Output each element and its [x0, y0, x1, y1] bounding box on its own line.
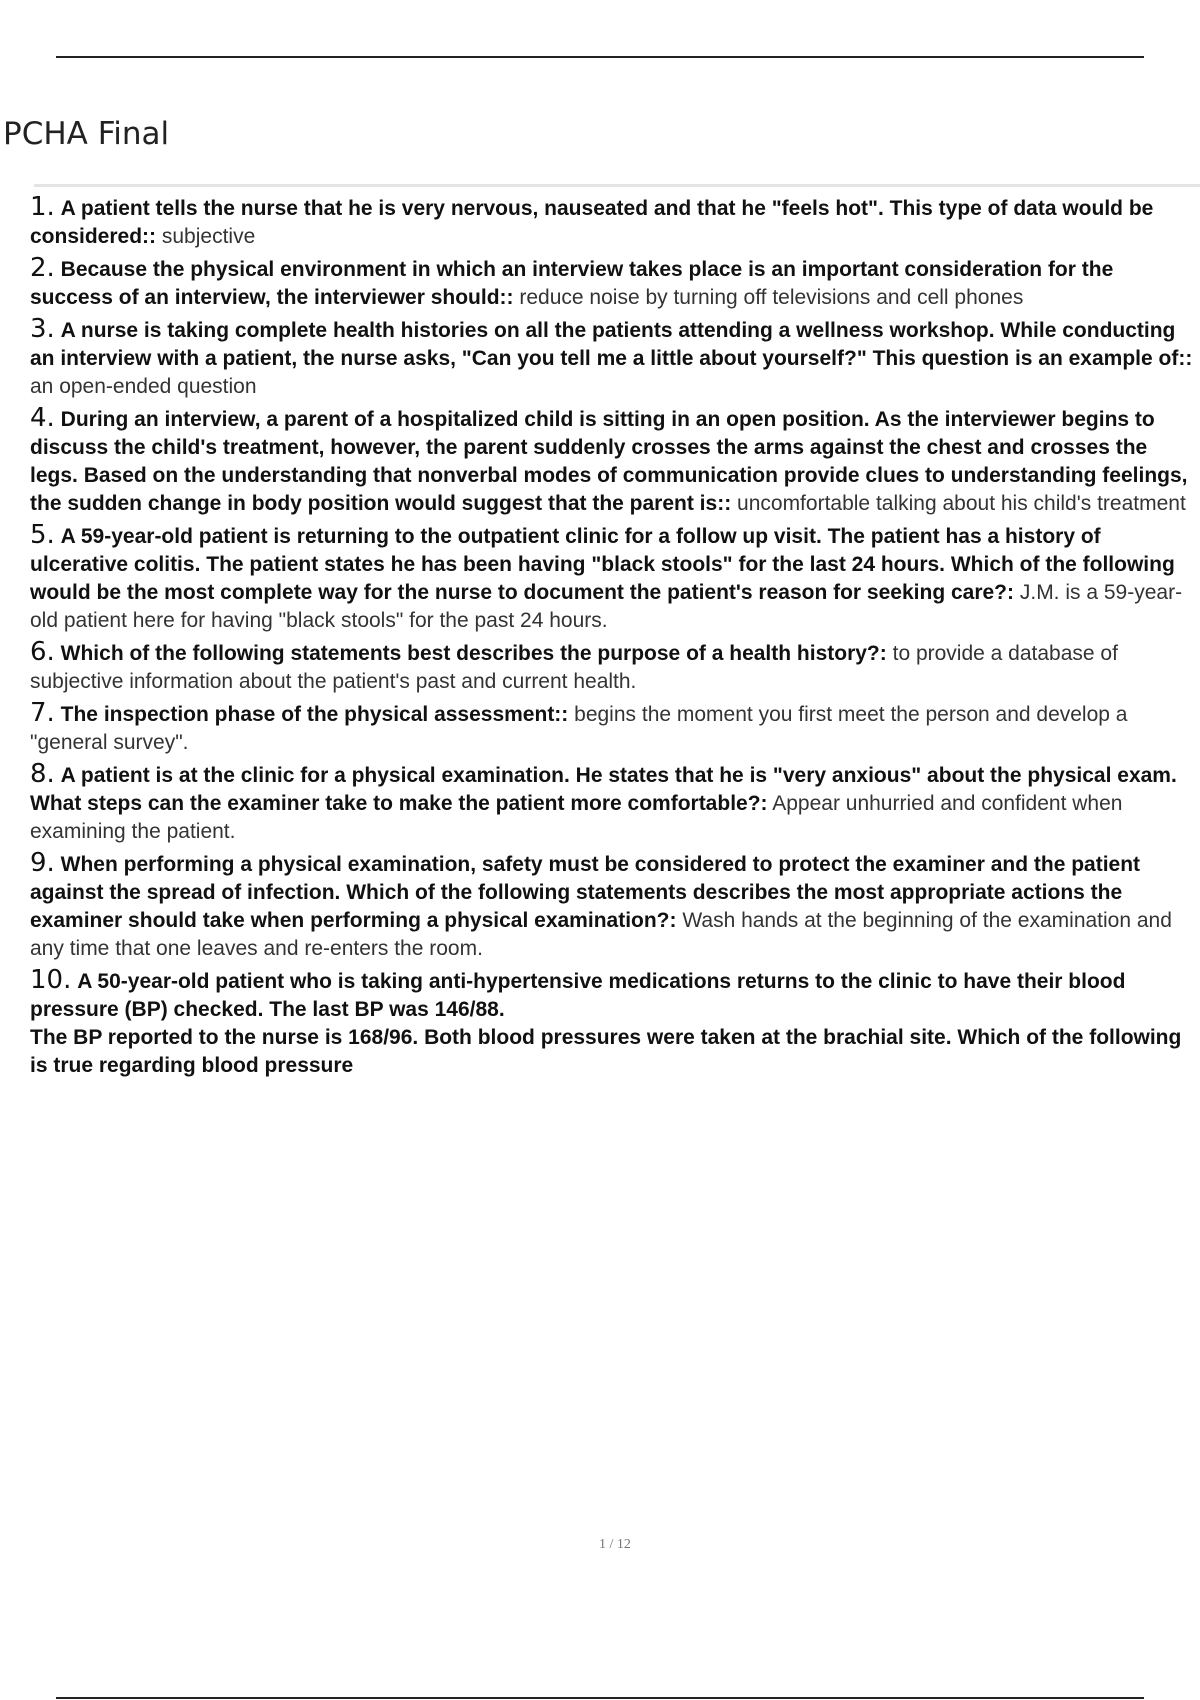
list-item [30, 849, 1196, 963]
bottom-page-rule [56, 1697, 1144, 1699]
question-text: Because the physical environment in which an interview takes place is an important consideration for the success of an interview, the interviewer should:: [30, 258, 1114, 309]
question-text: The inspection phase of the physical assessment:: [60, 703, 569, 726]
question-list [30, 193, 1196, 1083]
list-item [30, 315, 1196, 401]
question-text: A patient tells the nurse that he is very nervous, nauseated and that he "feels hot". This type of data would be considered:: [30, 197, 1154, 248]
question-number: 9. [30, 848, 55, 878]
page-title: PCHA Final [3, 116, 170, 152]
question-text: Which of the following statements best describes the purpose of a health history?: [60, 642, 887, 665]
list-item [30, 699, 1196, 757]
question-number: 10. [30, 965, 72, 995]
list-item [30, 638, 1196, 696]
page-indicator: 1 / 12 [599, 1537, 631, 1552]
question-text: A 59-year-old patient is returning to the outpatient clinic for a follow up visit. The patient has a history of ulcerative colitis. The patient states he has been having "black stools" for the last 24 hours. Which of the following would be the most complete way for the nurse to document the patient's reason for seeking care?: [30, 525, 1175, 604]
list-item [30, 521, 1196, 635]
question-text: When performing a physical examination, safety must be considered to protect the examiner and the patient against the spread of infection. Which of the following statements describes the most appropriate actions the examiner should take when performing a physical examination?: [30, 853, 1141, 932]
list-item [30, 760, 1196, 846]
question-number: 1. [30, 192, 55, 222]
question-number: 7. [30, 698, 55, 728]
list-item [30, 966, 1196, 1080]
question-text: A patient is at the clinic for a physical examination. He states that he is "very anxious" about the physical exam. What steps can the examiner take to make the patient more comfortable?: [30, 764, 1177, 815]
question-text: A 50-year-old patient who is taking anti-hypertensive medications returns to the clinic to have their blood pressure (BP) checked. The last BP was 146/88. [30, 970, 1126, 1021]
list-item [30, 254, 1196, 312]
question-number: 3. [30, 314, 55, 344]
answer-text: J.M. is a 59-year-old patient here for having "black stools" for the past 24 hours. [30, 581, 1183, 632]
question-number: 8. [30, 759, 55, 789]
question-text: A nurse is taking complete health histories on all the patients attending a wellness workshop. While conducting an interview with a patient, the nurse asks, "Can you tell me a little about yourself?" This question is an example of:: [30, 319, 1193, 370]
answer-text: to provide a database of subjective information about the patient's past and current health. [30, 642, 1118, 693]
question-text: During an interview, a parent of a hospitalized child is sitting in an open position. As the interviewer begins to discuss the child's treatment, however, the parent suddenly crosses the arms against the chest and crosses the legs. Based on the understanding that nonverbal modes of communication provide clues to understanding feelings, the sudden change in body position would suggest that the parent is:: [30, 408, 1188, 515]
answer-text: uncomfortable talking about his child's treatment [737, 492, 1186, 515]
title-divider [34, 184, 1200, 187]
question-number: 6. [30, 637, 55, 667]
answer-text: an open-ended question [30, 375, 257, 398]
answer-text: begins the moment you first meet the person and develop a "general survey". [30, 703, 1128, 754]
answer-text: reduce noise by turning off televisions and cell phones [519, 286, 1024, 309]
question-text-continued: The BP reported to the nurse is 168/96. Both blood pressures were taken at the brachial site. Which of the following is true regarding blood pressure [30, 1026, 1182, 1077]
list-item [30, 404, 1196, 518]
question-number: 2. [30, 253, 55, 283]
list-item [30, 193, 1196, 251]
question-number: 4. [30, 403, 55, 433]
question-number: 5. [30, 520, 55, 550]
top-page-rule [56, 56, 1144, 58]
answer-text: Appear unhurried and confident when examining the patient. [30, 792, 1123, 843]
answer-text: subjective [161, 225, 256, 248]
answer-text: Wash hands at the beginning of the examination and any time that one leaves and re-enters the room. [30, 909, 1172, 960]
